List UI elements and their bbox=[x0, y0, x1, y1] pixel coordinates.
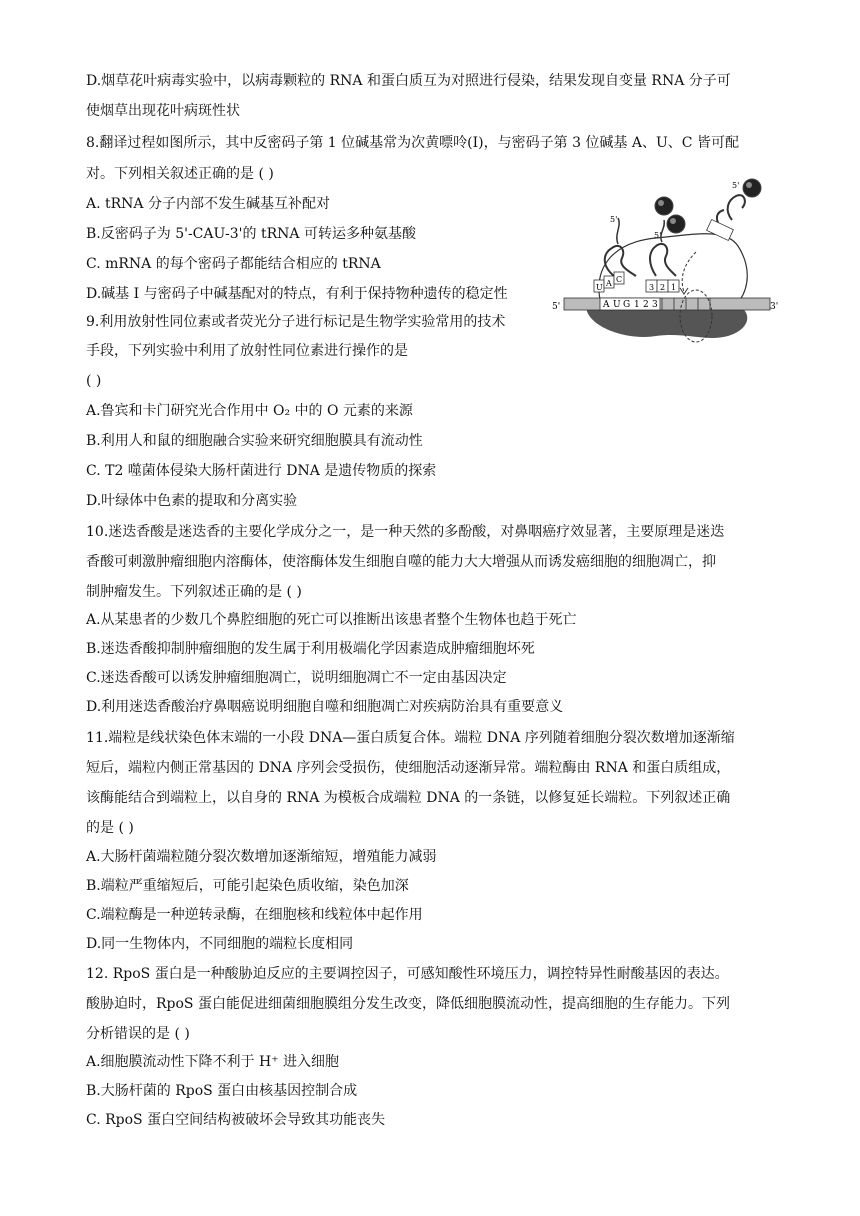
text-line: A.细胞膜流动性下降不利于 H⁺ 进入细胞 bbox=[86, 1054, 340, 1070]
trna-leaving-5prime: 5' bbox=[732, 181, 740, 190]
text-line: B.反密码子为 5'-CAU-3'的 tRNA 可转运多种氨基酸 bbox=[86, 226, 416, 242]
text-line: 使烟草出现花叶病斑性状 bbox=[86, 103, 240, 119]
text-line: D.烟草花叶病毒实验中，以病毒颗粒的 RNA 和蛋白质互为对照进行侵染，结果发现自变量 RNA 分子可 bbox=[86, 73, 731, 89]
anticodon-base: 1 bbox=[671, 283, 677, 292]
anticodon-base: C bbox=[616, 275, 623, 284]
text-line: A.从某患者的少数几个鼻腔细胞的死亡可以推断出该患者整个生物体也趋于死亡 bbox=[86, 612, 577, 628]
amino-acid-ball bbox=[743, 179, 761, 197]
text-line: D.利用迷迭香酸治疗鼻咽癌说明细胞自噬和细胞凋亡对疾病防治具有重要意义 bbox=[86, 699, 564, 715]
text-line: 香酸可刺激肿瘤细胞内溶酶体，使溶酶体发生细胞自噬的能力大大增强从而诱发癌细胞的细胞凋亡，抑 bbox=[86, 554, 716, 570]
text-line: C. T2 噬菌体侵染大肠杆菌进行 DNA 是遗传物质的探索 bbox=[86, 463, 437, 479]
anticodon-base: A bbox=[606, 279, 612, 288]
amino-acid-ball bbox=[667, 215, 685, 233]
text-line: D.同一生物体内，不同细胞的端粒长度相同 bbox=[86, 936, 354, 952]
text-line: 11.端粒是线状染色体末端的一小段 DNA—蛋白质复合体。端粒 DNA 序列随着细胞分裂次数增加逐渐缩 bbox=[86, 730, 735, 746]
text-line: 9.利用放射性同位素或者荧光分子进行标记是生物学实验常用的技术 bbox=[86, 314, 506, 330]
codon-base: U bbox=[613, 300, 621, 310]
trna-middle-5prime: 5' bbox=[654, 231, 662, 240]
text-line: C.端粒酶是一种逆转录酶，在细胞核和线粒体中起作用 bbox=[86, 907, 423, 923]
text-line: D.叶绿体中色素的提取和分离实验 bbox=[86, 493, 298, 509]
text-line: 8.翻译过程如图所示，其中反密码子第 1 位碱基常为次黄嘌呤(I)，与密码子第 3 位碱基 A、U、C 皆可配 bbox=[86, 135, 739, 151]
mrna-strand bbox=[564, 298, 770, 310]
anticodon-base: U bbox=[596, 283, 603, 292]
text-line: ( ) bbox=[86, 373, 102, 389]
text-line: 12. RpoS 蛋白是一种酸胁迫反应的主要调控因子，可感知酸性环境压力，调控特异性耐酸基因的表达。 bbox=[86, 966, 729, 982]
text-line: C.迷迭香酸可以诱发肿瘤细胞凋亡，说明细胞凋亡不一定由基因决定 bbox=[86, 670, 507, 686]
text-line: 分析错误的是 ( ) bbox=[86, 1026, 190, 1042]
codon-base: 2 bbox=[643, 300, 649, 310]
text-line: A.大肠杆菌端粒随分裂次数增加逐渐缩短，增殖能力减弱 bbox=[86, 849, 437, 865]
text-line: D.碱基 I 与密码子中碱基配对的特点，有利于保持物种遗传的稳定性 bbox=[86, 286, 508, 302]
text-line: 10.迷迭香酸是迷迭香的主要化学成分之一，是一种天然的多酚酸，对鼻咽癌疗效显著，主要原理是迷迭 bbox=[86, 524, 725, 540]
amino-acid-ball bbox=[655, 197, 673, 215]
text-line: B.大肠杆菌的 RpoS 蛋白由核基因控制合成 bbox=[86, 1083, 358, 1099]
codon-base: A bbox=[603, 300, 610, 310]
text-line: 制肿瘤发生。下列叙述正确的是 ( ) bbox=[86, 584, 302, 600]
translation-diagram bbox=[552, 176, 780, 344]
mrna-3prime-label: 3' bbox=[770, 302, 779, 312]
text-line: C. mRNA 的每个密码子都能结合相应的 tRNA bbox=[86, 256, 381, 272]
text-line: A.鲁宾和卡门研究光合作用中 O₂ 中的 O 元素的来源 bbox=[86, 403, 413, 419]
text-line: 对。下列相关叙述正确的是 ( ) bbox=[86, 166, 274, 182]
text-line: 该酶能结合到端粒上，以自身的 RNA 为模板合成端粒 DNA 的一条链，以修复延长端粒。下列叙述正确 bbox=[86, 790, 731, 806]
trna-left-5prime: 5' bbox=[610, 215, 618, 224]
text-line: B.端粒严重缩短后，可能引起染色质收缩，染色加深 bbox=[86, 878, 409, 894]
codon-base: G bbox=[623, 300, 631, 310]
trna-leaving bbox=[707, 181, 745, 241]
text-line: C. RpoS 蛋白空间结构被破坏会导致其功能丧失 bbox=[86, 1112, 386, 1128]
codon-base: 3 bbox=[652, 300, 658, 310]
text-line: 酸胁迫时，RpoS 蛋白能促进细菌细胞膜组分发生改变，降低细胞膜流动性，提高细胞的生存能力。下列 bbox=[86, 996, 730, 1012]
text-line: A. tRNA 分子内部不发生碱基互补配对 bbox=[86, 196, 330, 212]
anticodon-base: 3 bbox=[649, 283, 655, 292]
mrna-5prime-label: 5' bbox=[552, 302, 561, 312]
text-line: 的是 ( ) bbox=[86, 820, 134, 836]
text-line: 短后，端粒内侧正常基因的 DNA 序列会受损伤，使细胞活动逐渐异常。端粒酶由 RNA 和蛋白质组成， bbox=[86, 760, 731, 776]
text-line: 手段，下列实验中利用了放射性同位素进行操作的是 bbox=[86, 343, 408, 359]
anticodon-base: 2 bbox=[660, 283, 666, 292]
text-line: B.迷迭香酸抑制肿瘤细胞的发生属于利用极端化学因素造成肿瘤细胞坏死 bbox=[86, 641, 535, 657]
text-line: B.利用人和鼠的细胞融合实验来研究细胞膜具有流动性 bbox=[86, 433, 423, 449]
codon-base: 1 bbox=[634, 300, 640, 310]
